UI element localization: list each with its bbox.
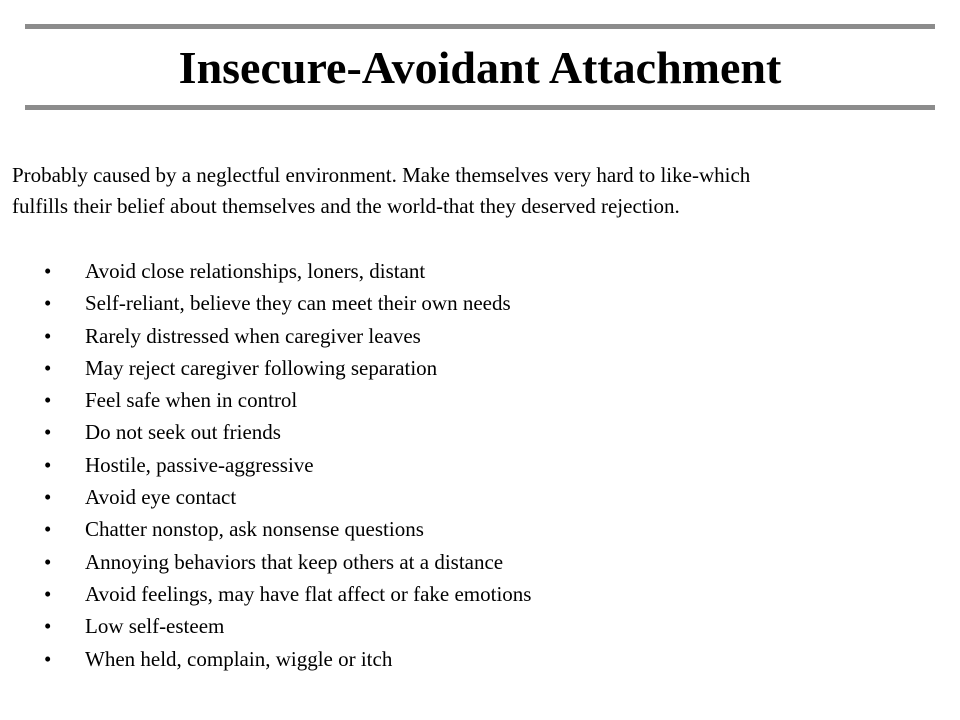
list-item-text: When held, complain, wiggle or itch — [85, 646, 393, 671]
bullet-icon: • — [44, 452, 52, 477]
list-item-text: Self-reliant, believe they can meet their own needs — [85, 291, 511, 316]
bullet-icon: • — [44, 323, 52, 348]
title-bottom-rule — [25, 105, 935, 110]
bullet-icon: • — [44, 485, 52, 510]
list-item — [0, 643, 531, 675]
list-item — [0, 546, 531, 578]
title-top-rule — [25, 24, 935, 29]
list-item-text: May reject caregiver following separation — [85, 355, 438, 380]
bullet-icon: • — [44, 549, 52, 574]
bullet-icon: • — [44, 259, 52, 283]
bullet-icon: • — [44, 646, 52, 671]
intro-paragraph — [12, 160, 957, 222]
list-item — [0, 610, 531, 642]
intro-line: fulfills their belief about themselves and the world-that they deserved rejection. — [12, 194, 680, 218]
bullet-icon: • — [44, 614, 52, 639]
bullet-icon: • — [44, 517, 52, 542]
list-item-text: Avoid close relationships, loners, distant — [85, 259, 426, 283]
list-item-text: Avoid eye contact — [85, 485, 237, 510]
list-item — [0, 416, 531, 448]
list-item — [0, 449, 531, 481]
bullet-icon: • — [44, 581, 52, 606]
list-item-text: Rarely distressed when caregiver leaves — [85, 323, 421, 348]
list-item-text: Do not seek out friends — [85, 420, 281, 445]
list-item — [0, 320, 531, 352]
list-item-text: Feel safe when in control — [85, 388, 298, 413]
list-item-text: Hostile, passive-aggressive — [85, 452, 314, 477]
slide-title: Insecure-Avoidant Attachment — [178, 42, 782, 93]
list-item — [0, 287, 531, 319]
list-item-text: Chatter nonstop, ask nonsense questions — [85, 517, 424, 542]
list-item-text: Annoying behaviors that keep others at a distance — [85, 549, 504, 574]
list-item — [0, 513, 531, 545]
list-item — [0, 578, 531, 610]
list-item — [0, 352, 531, 384]
list-item — [0, 255, 531, 287]
bullet-icon: • — [44, 388, 52, 413]
traits-list — [0, 255, 531, 675]
list-item-text: Avoid feelings, may have flat affect or fake emotions — [85, 581, 532, 606]
bullet-icon: • — [44, 291, 52, 316]
list-item — [0, 481, 531, 513]
list-item-text: Low self-esteem — [85, 614, 225, 639]
bullet-icon: • — [44, 355, 52, 380]
intro-line: Probably caused by a neglectful environment. Make themselves very hard to like-which — [12, 163, 751, 187]
list-item — [0, 384, 531, 416]
bullet-icon: • — [44, 420, 52, 445]
